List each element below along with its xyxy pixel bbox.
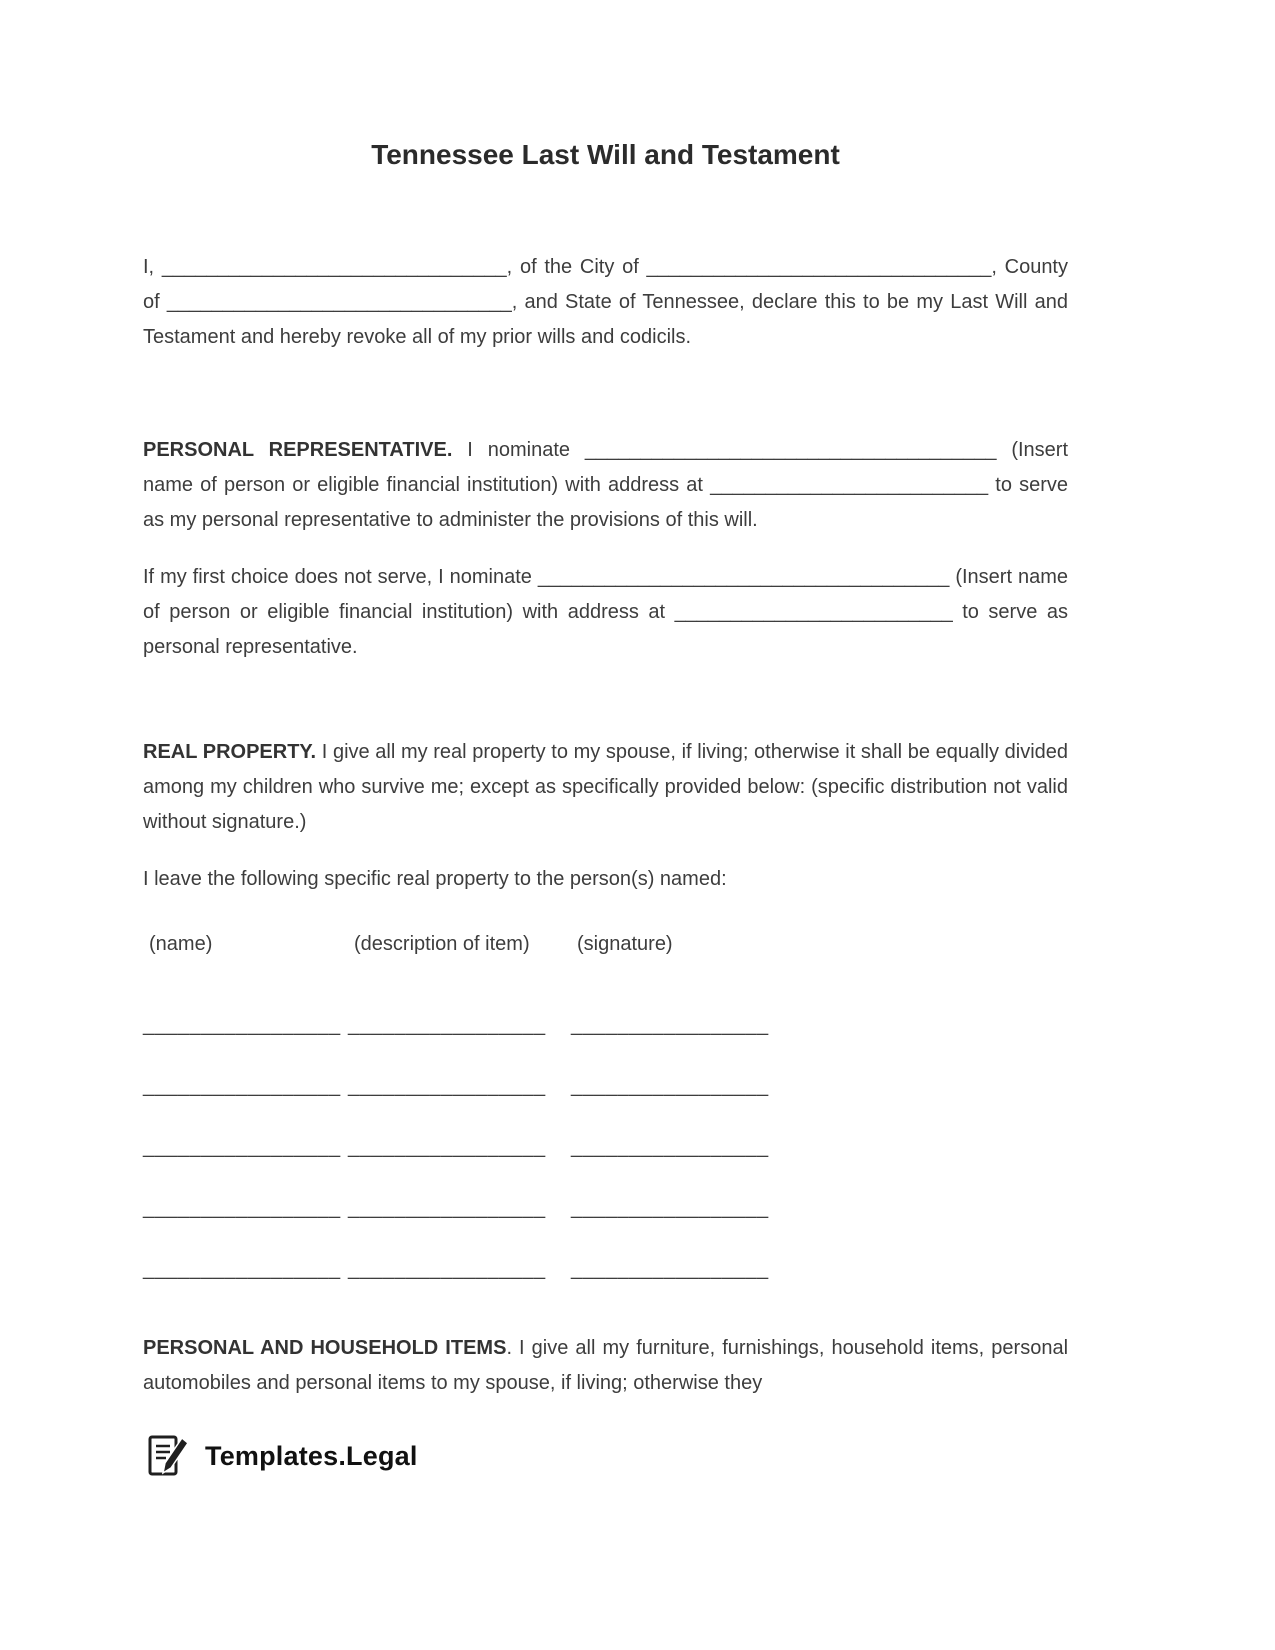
personal-representative-paragraph <box>143 433 1068 538</box>
blank-row <box>143 1191 1068 1226</box>
blank-field-signature: _________________ <box>571 1075 769 1097</box>
footer-brand <box>143 1432 418 1480</box>
personal-representative-text: I nominate _____________________________________ (Insert name of person or eligible financial institution) with address at _________________________ to serve as my personal representative to administer the provisions of this will. <box>143 439 1068 531</box>
personal-household-text: . I give all my furniture, furnishings, household items, personal automobiles and personal items to my spouse, if living; otherwise they <box>143 1337 1069 1394</box>
blank-row <box>143 1008 1068 1043</box>
real-property-heading: REAL PROPERTY. <box>143 741 317 763</box>
blank-field-description: _________________ <box>348 1258 546 1280</box>
templates-legal-logo-icon <box>143 1432 191 1480</box>
blank-field-name: _________________ <box>143 1258 341 1280</box>
blank-row <box>143 1252 1068 1287</box>
blank-field-name: _________________ <box>143 1197 341 1219</box>
real-property-text: I give all my real property to my spouse, if living; otherwise it shall be equally divided among my children who survive me; except as specifically provided below: (specific distribution not valid without signature.) <box>143 741 1069 833</box>
opening-paragraph: I, _______________________________, of the City of _______________________________, County of _______________________________, and State of Tennessee, declare this to be my Last Will and Testament and hereby revoke all of my prior wills and codicils. <box>143 256 1068 348</box>
document-title: Tennessee Last Will and Testament <box>371 139 840 170</box>
alternate-representative-paragraph: If my first choice does not serve, I nominate _____________________________________ (Insert name of person or eligible financial institution) with address at _________________________ to serve as personal representative. <box>143 566 1068 658</box>
items-table-header <box>143 927 1068 962</box>
blank-field-name: _________________ <box>143 1075 341 1097</box>
real-property-intro: I leave the following specific real property to the person(s) named: <box>143 868 727 890</box>
column-header-signature: (signature) <box>577 933 673 955</box>
blank-row <box>143 1069 1068 1104</box>
blank-field-signature: _________________ <box>571 1136 769 1158</box>
blank-field-description: _________________ <box>348 1075 546 1097</box>
blank-row <box>143 1130 1068 1165</box>
blank-field-description: _________________ <box>348 1014 546 1036</box>
brand-name: Templates.Legal <box>205 1440 418 1471</box>
personal-representative-heading: PERSONAL REPRESENTATIVE. <box>143 439 453 461</box>
blank-field-description: _________________ <box>348 1197 546 1219</box>
personal-household-heading: PERSONAL AND HOUSEHOLD ITEMS <box>143 1337 507 1359</box>
items-table-rows <box>143 1008 1068 1287</box>
blank-field-name: _________________ <box>143 1014 341 1036</box>
blank-field-signature: _________________ <box>571 1014 769 1036</box>
blank-field-description: _________________ <box>348 1136 546 1158</box>
column-header-description: (description of item) <box>354 933 530 955</box>
real-property-paragraph <box>143 735 1068 840</box>
blank-field-name: _________________ <box>143 1136 341 1158</box>
personal-household-paragraph <box>143 1331 1068 1401</box>
blank-field-signature: _________________ <box>571 1258 769 1280</box>
column-header-name: (name) <box>149 933 213 955</box>
blank-field-signature: _________________ <box>571 1197 769 1219</box>
